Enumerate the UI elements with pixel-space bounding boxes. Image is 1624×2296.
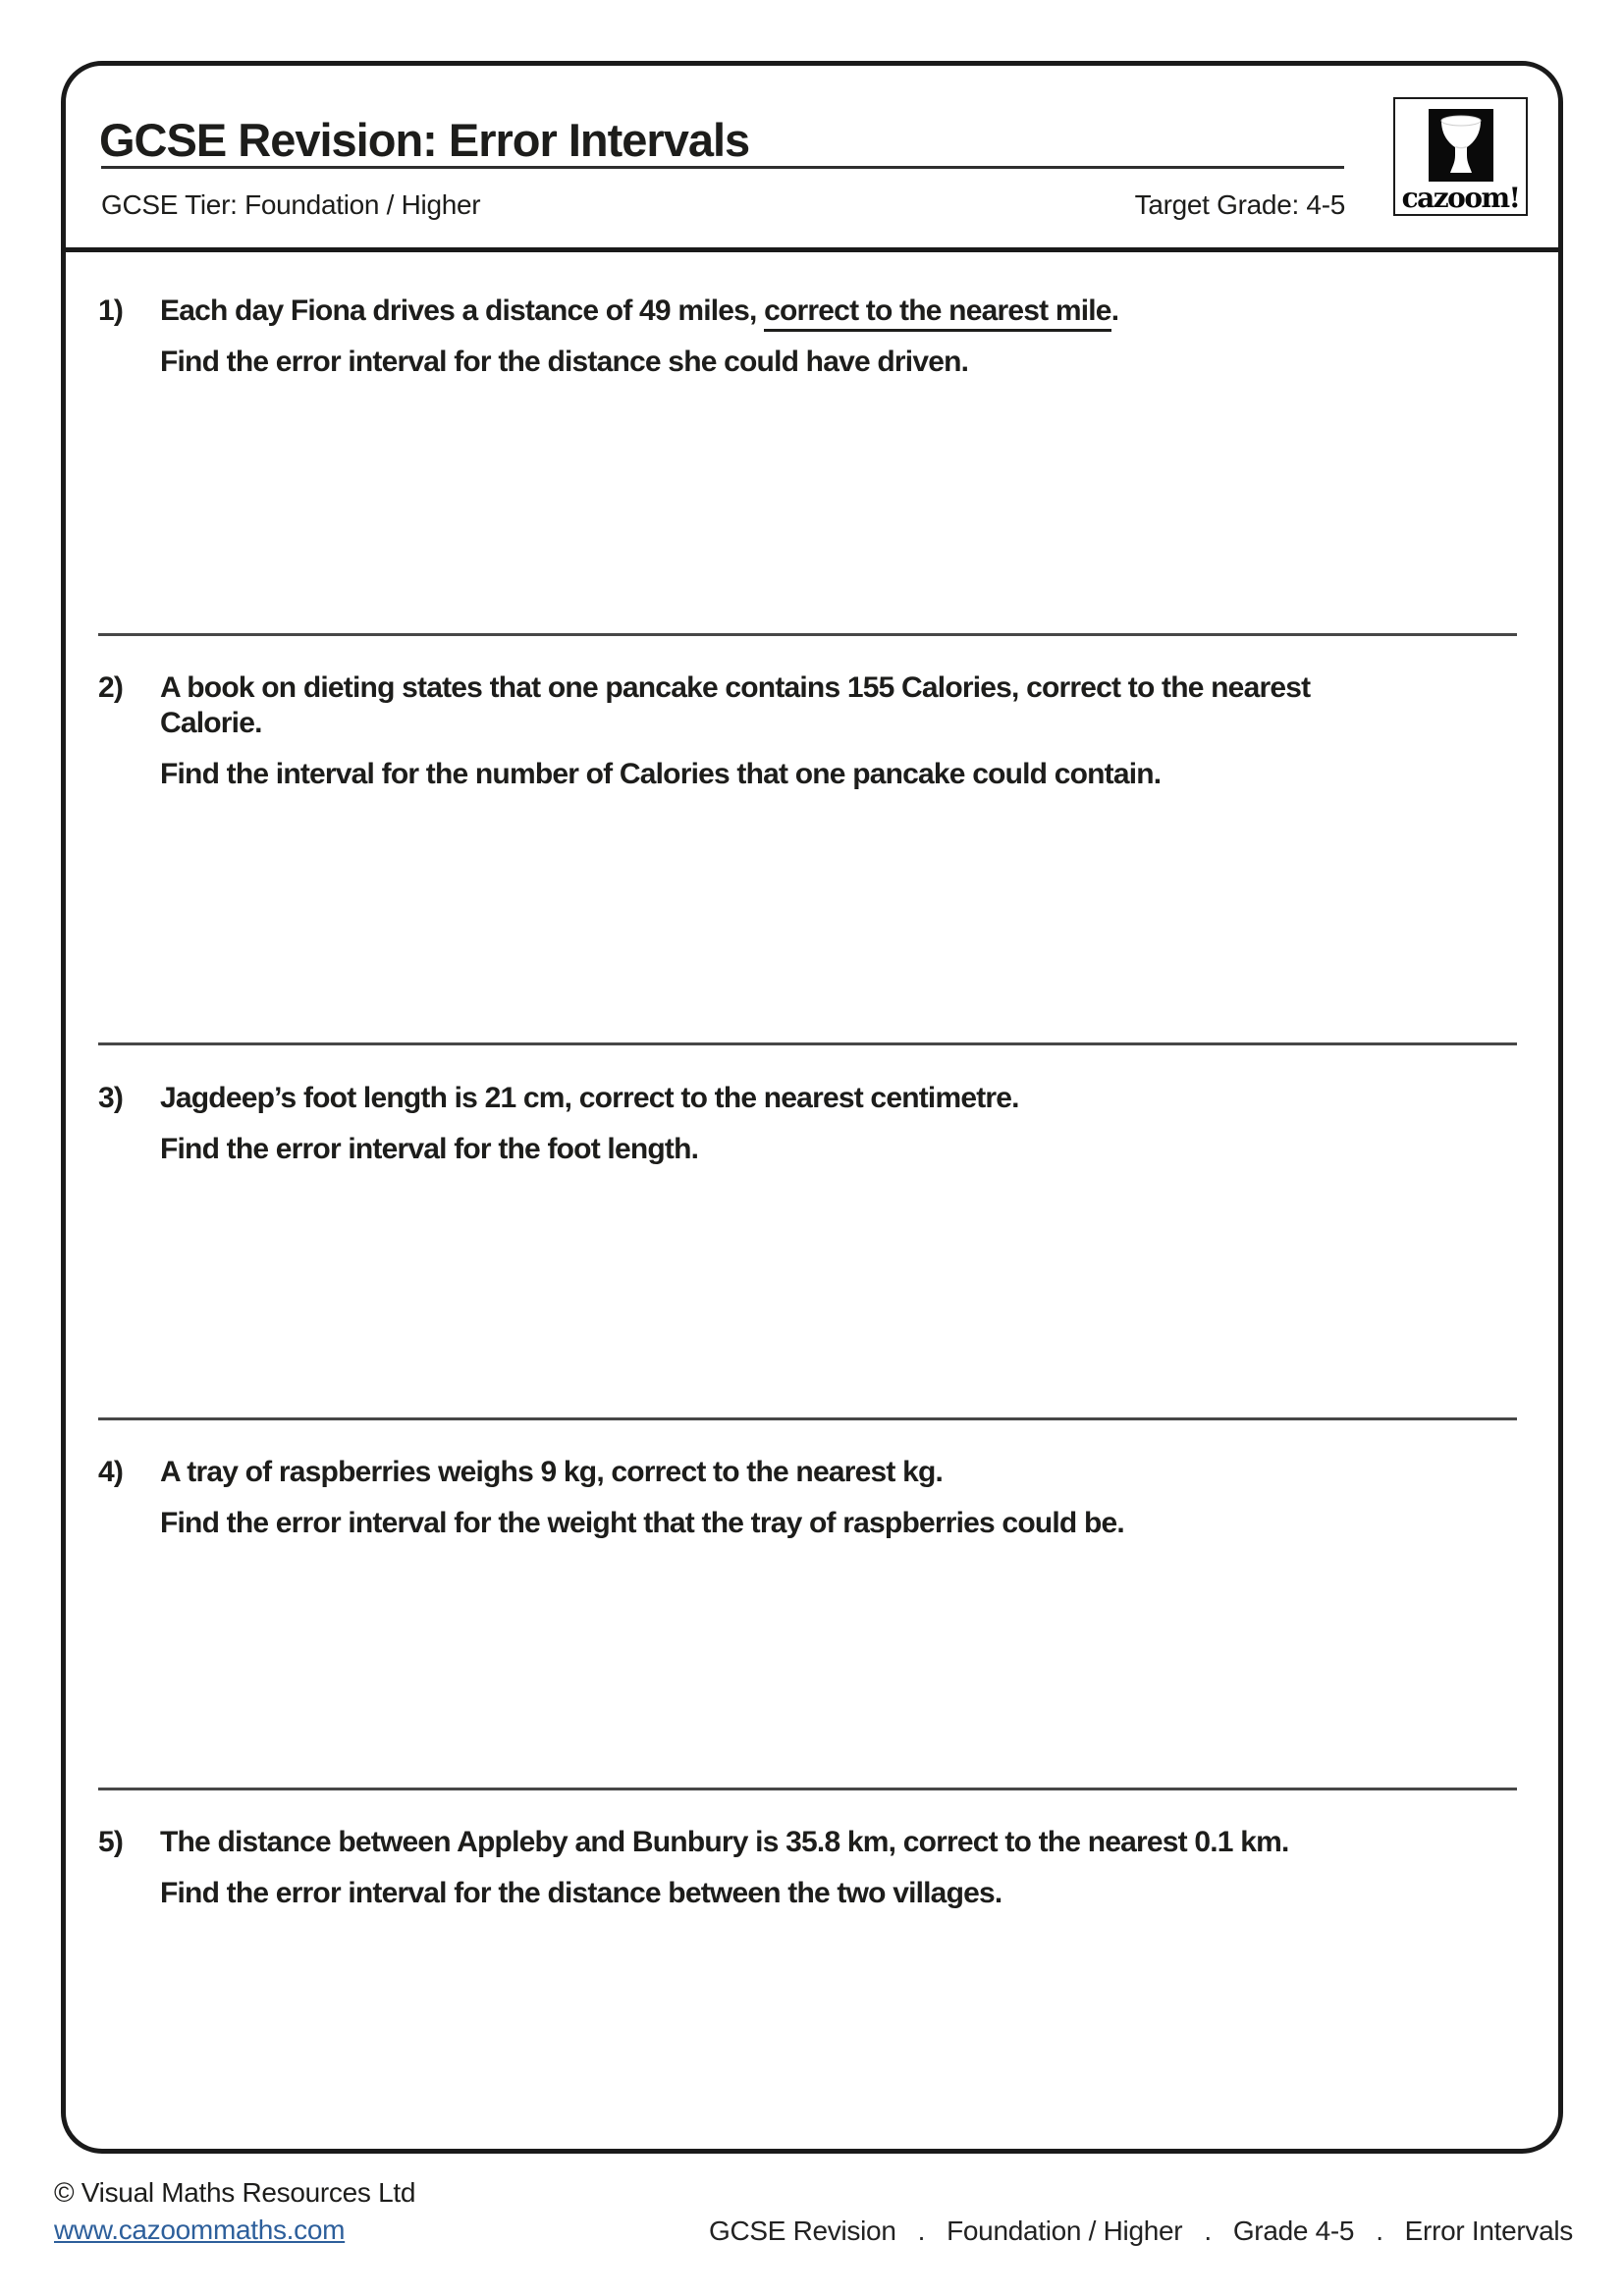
question-statement-line: Jagdeep’s foot length is 21 cm, correct to the nearest centimetre. [160, 1082, 1019, 1114]
footer-meta-separator: . [1376, 2216, 1383, 2246]
statement-prefix: Each day Fiona drives a distance of 49 miles, [160, 294, 765, 327]
question-prompt: Find the error interval for the weight that the tray of raspberries could be. [160, 1507, 1124, 1539]
question-statement-line: A tray of raspberries weighs 9 kg, correct to the nearest kg. [160, 1456, 944, 1488]
question-statement-line: The distance between Appleby and Bunbury is 35.8 km, correct to the nearest 0.1 km. [160, 1826, 1289, 1858]
question-prompt: Find the error interval for the foot length. [160, 1133, 699, 1165]
question-number: 3) [98, 1082, 124, 1114]
question-prompt: Find the error interval for the distance she could have driven. [160, 346, 969, 378]
target-grade-label: Target Grade: 4-5 [1134, 189, 1345, 220]
footer-meta-item: GCSE Revision [708, 2216, 896, 2246]
question-1 [98, 294, 1532, 380]
title-rule [101, 166, 1344, 169]
statement-suffix: . [1110, 294, 1119, 327]
question-number: 2) [98, 671, 124, 704]
statement-underlined-phrase: correct to the nearest mile [764, 294, 1111, 332]
question-5 [98, 1825, 1532, 1911]
question-divider [98, 1417, 1517, 1420]
question-divider [98, 1042, 1517, 1045]
footer-meta [709, 2216, 1573, 2247]
question-prompt: Find the error interval for the distance between the two villages. [160, 1877, 1002, 1909]
footer-meta-item: Foundation / Higher [947, 2216, 1183, 2246]
footer-meta-separator: . [917, 2216, 926, 2246]
footer-meta-item: Error Intervals [1404, 2216, 1573, 2246]
question-4 [98, 1455, 1532, 1541]
footer-copyright: © Visual Maths Resources Ltd [54, 2177, 416, 2208]
footer-website-link[interactable]: www.cazoommaths.com [54, 2215, 346, 2245]
question-3 [98, 1081, 1532, 1167]
question-number: 1) [98, 294, 124, 327]
question-divider [98, 633, 1517, 636]
question-statement-line: Calorie. [160, 707, 262, 739]
question-number: 4) [98, 1456, 124, 1488]
header-divider [61, 247, 1563, 252]
djembe-drum-icon [1435, 114, 1487, 177]
question-statement-line: A book on dieting states that one pancake contains 155 Calories, correct to the nearest [160, 671, 1311, 704]
page-title: GCSE Revision: Error Intervals [99, 114, 750, 167]
question-text [160, 670, 1532, 792]
footer-meta-item: Grade 4-5 [1232, 2216, 1355, 2246]
question-number: 5) [98, 1826, 124, 1858]
question-text [160, 1455, 1532, 1541]
cazoom-logo [1393, 97, 1528, 216]
tier-label: GCSE Tier: Foundation / Higher [101, 189, 481, 220]
question-text [160, 1825, 1532, 1911]
question-text [160, 294, 1532, 380]
logo-brand-text: cazoom! [1401, 182, 1520, 214]
question-prompt: Find the interval for the number of Calories that one pancake could contain. [160, 758, 1162, 790]
question-statement [160, 294, 1532, 329]
footer-meta-separator: . [1204, 2216, 1212, 2246]
question-2 [98, 670, 1532, 792]
question-text [160, 1081, 1532, 1167]
question-divider [98, 1788, 1517, 1790]
logo-square [1429, 109, 1493, 182]
